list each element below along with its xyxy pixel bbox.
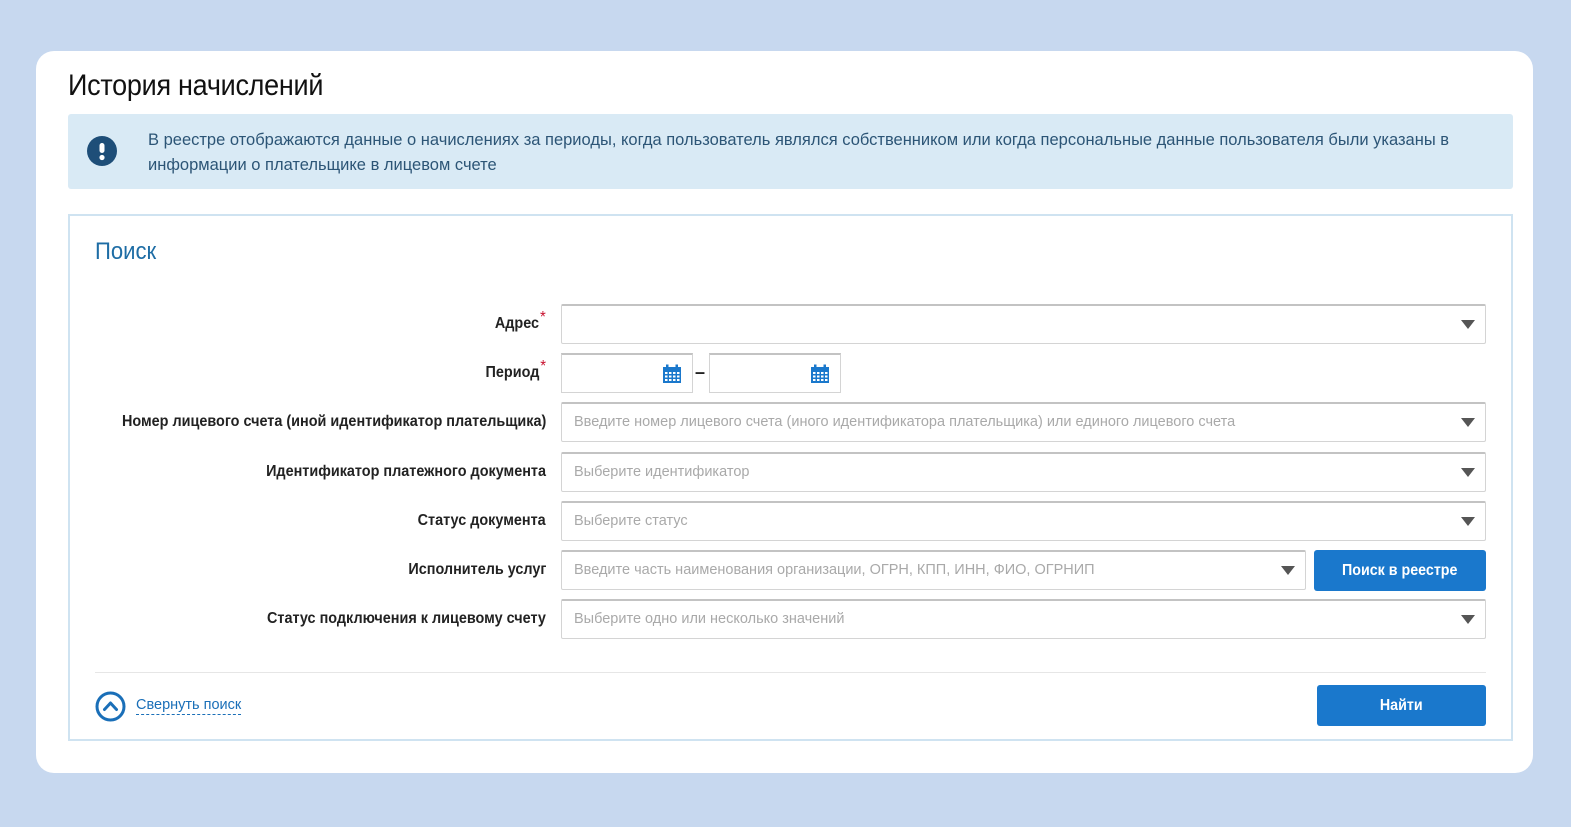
connection-status-label: Статус подключения к лицевому счету [267,610,546,627]
chevron-down-icon[interactable] [1461,418,1475,427]
account-label: Номер лицевого счета (иной идентификатор плательщика) [121,413,546,430]
required-mark: * [540,358,546,375]
chevron-up-circle-icon[interactable] [95,691,126,722]
provider-select[interactable] [561,550,1306,590]
search-panel [68,214,1513,741]
chevron-down-icon[interactable] [1461,320,1475,329]
connection-status-select[interactable] [561,599,1486,639]
address-select[interactable] [561,304,1486,344]
address-label: Адрес* [495,309,546,332]
payment-doc-select[interactable] [561,452,1486,492]
chevron-down-icon[interactable] [1461,615,1475,624]
info-notice [68,114,1513,189]
exclamation-circle-icon [87,136,117,166]
chevron-down-icon[interactable] [1461,517,1475,526]
connection-status-placeholder: Выберите одно или несколько значений [574,611,845,627]
provider-label: Исполнитель услуг [407,561,546,578]
registry-search-button[interactable]: Поиск в реестре [1314,550,1486,591]
account-select[interactable] [561,402,1486,442]
provider-placeholder: Введите часть наименования организации, ОГРН, КПП, ИНН, ФИО, ОГРНИП [574,562,1095,578]
search-title: Поиск [95,238,157,265]
notice-text: В реестре отображаются данные о начислениях за периоды, когда пользователь являлся собственником или когда персональные данные пользователя были указаны в информации о плательщике в лицевом счете [148,131,1450,174]
period-label: Период* [485,358,546,381]
page-title: История начислений [68,69,324,102]
payment-doc-label: Идентификатор платежного документа [266,463,546,480]
main-card [36,51,1533,773]
divider [95,672,1486,673]
payment-doc-placeholder: Выберите идентификатор [574,464,750,480]
account-placeholder: Введите номер лицевого счета (иного идентификатора плательщика) или единого лицевого счета [574,414,1236,430]
period-separator: – [695,362,706,382]
calendar-icon[interactable] [662,364,682,384]
calendar-icon[interactable] [810,364,830,384]
chevron-down-icon[interactable] [1461,468,1475,477]
doc-status-select[interactable] [561,501,1486,541]
period-from-input[interactable] [561,353,693,393]
doc-status-placeholder: Выберите статус [574,513,688,529]
chevron-down-icon[interactable] [1281,566,1295,575]
period-to-input[interactable] [709,353,841,393]
find-button[interactable]: Найти [1317,685,1486,726]
collapse-search-link[interactable]: Свернуть поиск [136,697,242,713]
doc-status-label: Статус документа [417,512,546,529]
required-mark: * [540,309,546,326]
